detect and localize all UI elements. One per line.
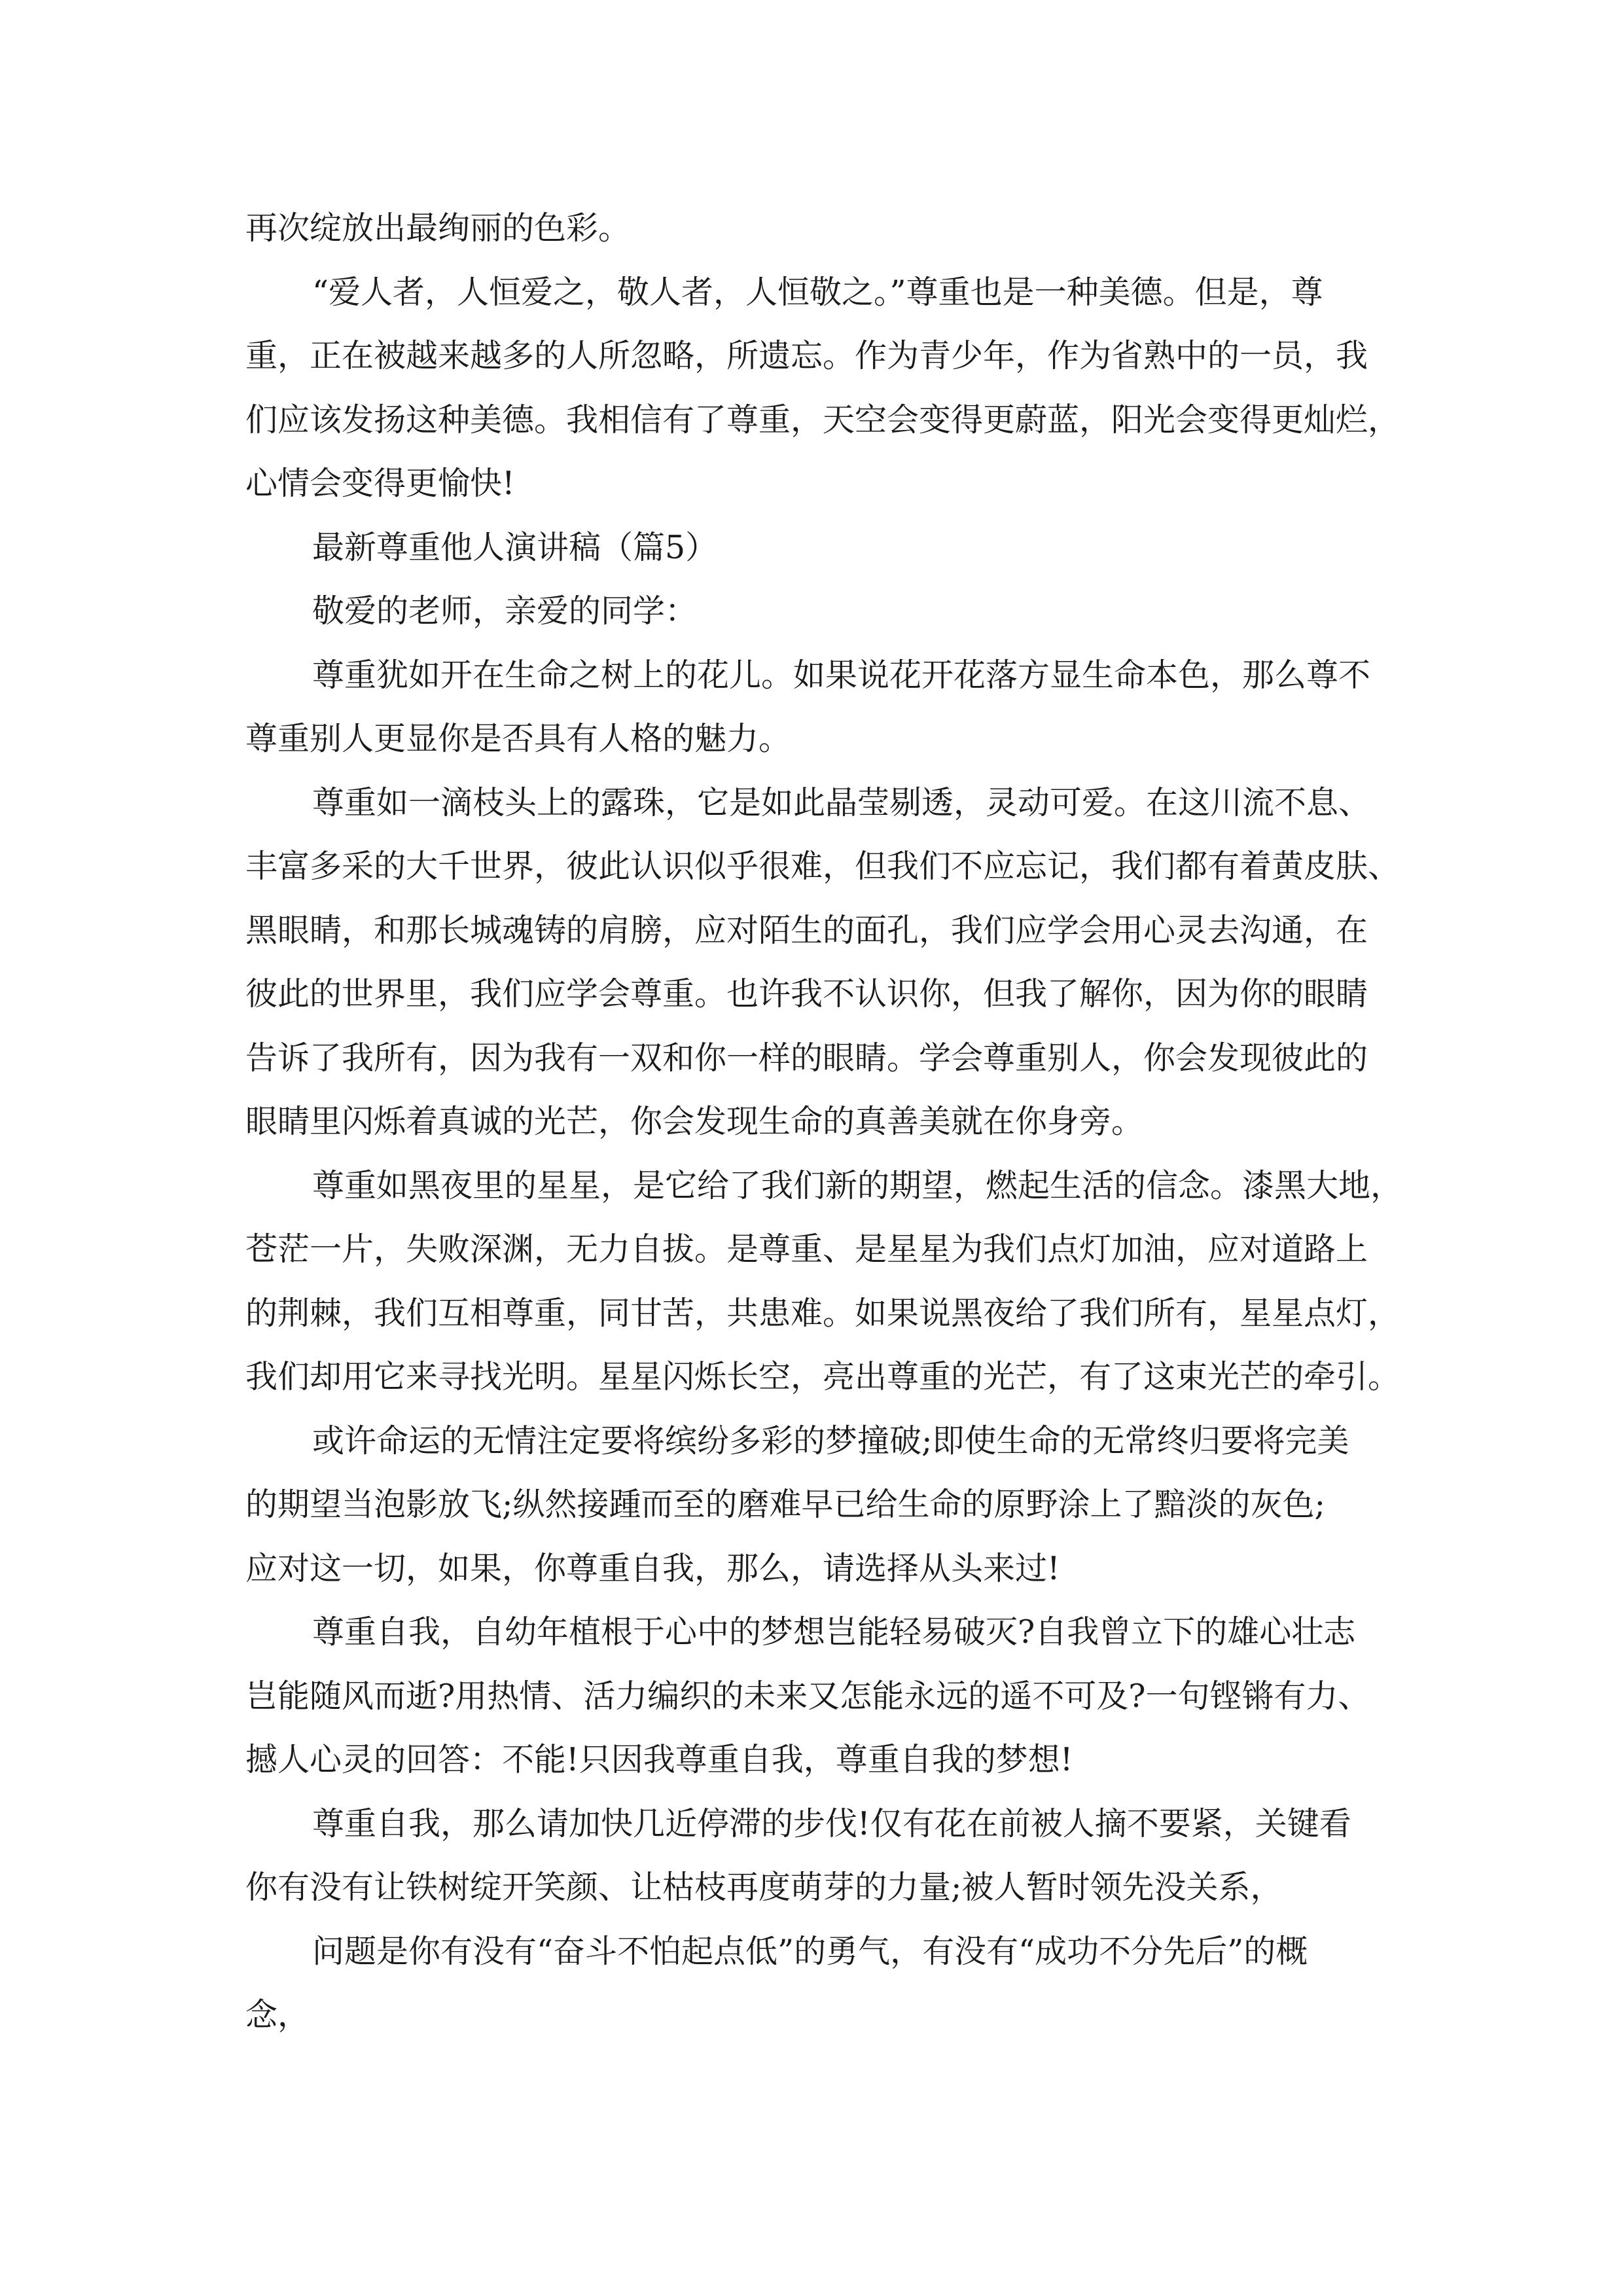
document-line: 撼人心灵的回答：不能!只因我尊重自我，尊重自我的梦想! — [245, 1741, 1073, 1778]
document-line: 我们却用它来寻找光明。星星闪烁长空，亮出尊重的光芒，有了这束光芒的牵引。 — [245, 1358, 1400, 1395]
document-line: 的期望当泡影放飞;纵然接踵而至的磨难早已给生命的原野涂上了黯淡的灰色; — [245, 1486, 1326, 1523]
document-line: 念， — [245, 1996, 310, 2034]
document-line: 尊重自我，那么请加快几近停滞的步伐!仅有花在前被人摘不要紧，关键看 — [312, 1804, 1351, 1842]
document-line: 再次绽放出最绚丽的色彩。 — [245, 209, 631, 247]
document-line: 最新尊重他人演讲稿（篇5） — [312, 528, 718, 566]
document-line: 尊重如黑夜里的星星，是它给了我们新的期望，燃起生活的信念。漆黑大地， — [312, 1166, 1403, 1204]
document-line: 的荆棘，我们互相尊重，同甘苦，共患难。如果说黑夜给了我们所有，星星点灯， — [245, 1294, 1400, 1332]
document-line: 尊重犹如开在生命之树上的花儿。如果说花开花落方显生命本色，那么尊不 — [312, 656, 1371, 694]
document-body — [245, 196, 1403, 2047]
document-line: 丰富多采的大千世界，彼此认识似乎很难，但我们不应忘记，我们都有着黄皮肤、 — [245, 848, 1400, 885]
document-line: 应对这一切，如果，你尊重自我，那么，请选择从头来过! — [245, 1549, 1060, 1587]
document-line: 尊重别人更显你是否具有人格的魅力。 — [245, 720, 791, 757]
document-line: 们应该发扬这种美德。我相信有了尊重，天空会变得更蔚蓝，阳光会变得更灿烂， — [245, 401, 1400, 439]
document-line: 黑眼睛，和那长城魂铸的肩膀，应对陌生的面孔，我们应学会用心灵去沟通，在 — [245, 911, 1368, 949]
document-line: 眼睛里闪烁着真诚的光芒，你会发现生命的真善美就在你身旁。 — [245, 1103, 1144, 1140]
document-line: 彼此的世界里，我们应学会尊重。也许我不认识你，但我了解你，因为你的眼睛 — [245, 975, 1368, 1013]
document-line: 尊重自我，自幼年植根于心中的梦想岂能轻易破灭?自我曾立下的雄心壮志 — [312, 1613, 1356, 1651]
document-line: 苍茫一片，失败深渊，无力自拔。是尊重、是星星为我们点灯加油，应对道路上 — [245, 1230, 1368, 1268]
document-line: 尊重如一滴枝头上的露珠，它是如此晶莹剔透，灵动可爱。在这川流不息、 — [312, 783, 1371, 821]
document-line: 你有没有让铁树绽开笑颜、让枯枝再度萌芽的力量;被人暂时领先没关系， — [245, 1869, 1283, 1906]
document-line: 告诉了我所有，因为我有一双和你一样的眼睛。学会尊重别人，你会发现彼此的 — [245, 1039, 1368, 1077]
document-line: 问题是你有没有“奋斗不怕起点低”的勇气，有没有“成功不分先后”的概 — [312, 1932, 1308, 1970]
document-line: 或许命运的无情注定要将缤纷多彩的梦撞破;即使生命的无常终归要将完美 — [312, 1422, 1349, 1460]
document-line: 岂能随风而逝?用热情、活力编织的未来又怎能永远的遥不可及?一句铿锵有力、 — [245, 1677, 1370, 1715]
document-line: “爱人者，人恒爱之，敬人者，人恒敬之。”尊重也是一种美德。但是，尊 — [312, 273, 1323, 311]
document-line: 重，正在被越来越多的人所忽略，所遗忘。作为青少年，作为省熟中的一员，我 — [245, 337, 1368, 374]
document-line: 心情会变得更愉快! — [245, 465, 515, 502]
document-line: 敬爱的老师，亲爱的同学： — [312, 592, 698, 630]
